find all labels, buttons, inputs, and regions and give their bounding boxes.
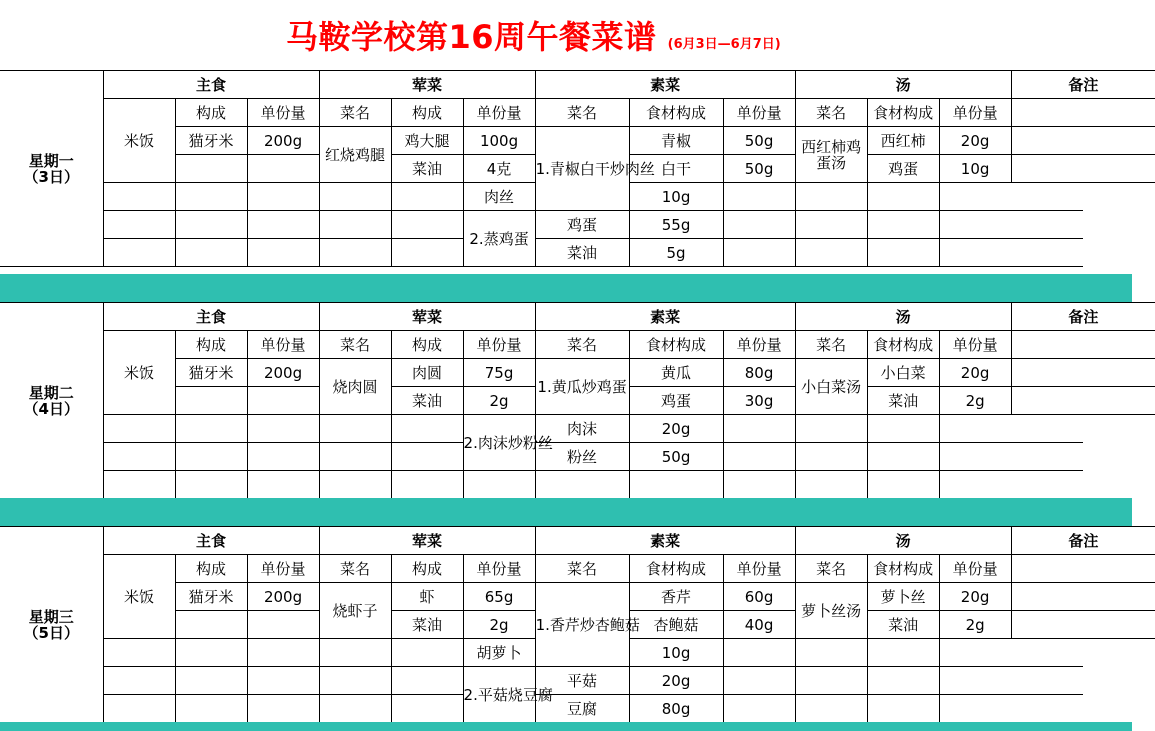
subheader-unit: 单份量: [463, 555, 535, 583]
table-cell: [175, 183, 247, 211]
table-row: [0, 695, 1155, 723]
veg-dish-name: 2.肉沫炒粉丝: [463, 415, 535, 471]
day-separator-band: [0, 498, 1132, 526]
subheader-ingredients: 食材构成: [629, 99, 723, 127]
subheader-unit: 单份量: [723, 555, 795, 583]
table-cell: [795, 639, 867, 667]
subheader-dish-name: 菜名: [319, 99, 391, 127]
table-cell: [103, 471, 175, 499]
meat-amount: 2g: [463, 611, 535, 639]
veg-ingredient: 香芹: [629, 583, 723, 611]
veg-ingredient: 平菇: [535, 667, 629, 695]
header-staple: 主食: [103, 71, 319, 99]
note-cell: [1011, 611, 1155, 639]
header-veg: 素菜: [535, 303, 795, 331]
table-cell: [391, 639, 463, 667]
table-cell: [795, 415, 867, 443]
table-cell: [795, 211, 867, 239]
header-veg: 素菜: [535, 527, 795, 555]
table-cell: [391, 415, 463, 443]
table-cell: [175, 239, 247, 267]
table-row: [0, 667, 1155, 695]
table-cell: [247, 639, 319, 667]
table-cell: [391, 183, 463, 211]
subheader-ingredients: 食材构成: [867, 555, 939, 583]
veg-amount: 10g: [629, 639, 723, 667]
note-cell: [939, 183, 1083, 211]
soup-amount: 20g: [939, 127, 1011, 155]
table-cell: [795, 239, 867, 267]
meat-dish-name: 烧肉圆: [319, 359, 391, 415]
table-cell: [723, 211, 795, 239]
subheader-composition: 构成: [175, 331, 247, 359]
veg-dish-name: 1.香芹炒杏鲍菇: [535, 583, 629, 667]
table-cell: [463, 471, 535, 499]
table-row: [0, 99, 1155, 127]
table-cell: [103, 415, 175, 443]
note-cell: [1011, 331, 1155, 359]
meat-ingredient: 菜油: [391, 387, 463, 415]
soup-ingredient: 小白菜: [867, 359, 939, 387]
table-cell: [247, 471, 319, 499]
table-cell: [391, 471, 463, 499]
veg-amount: 30g: [723, 387, 795, 415]
day-separator-band: [0, 274, 1132, 302]
table-cell: [103, 211, 175, 239]
subheader-dish-name: 菜名: [319, 331, 391, 359]
table-cell: [391, 695, 463, 723]
table-cell: [723, 695, 795, 723]
meat-dish-name: 烧虾子: [319, 583, 391, 639]
veg-ingredient: 胡萝卜: [463, 639, 535, 667]
subheader-composition: 构成: [391, 331, 463, 359]
table-cell: [103, 443, 175, 471]
table-cell: [175, 155, 247, 183]
title-main: 马鞍学校第16周午餐菜谱: [286, 18, 657, 56]
table-cell: [175, 387, 247, 415]
table-cell: [247, 415, 319, 443]
day-label: [0, 303, 103, 499]
veg-amount: 5g: [629, 239, 723, 267]
subheader-unit: 单份量: [247, 99, 319, 127]
table-cell: [103, 695, 175, 723]
day-date: （5日）: [23, 623, 79, 642]
veg-dish-name: 2.平菇烧豆腐: [463, 667, 535, 723]
table-cell: [723, 639, 795, 667]
note-cell: [939, 211, 1083, 239]
table-cell: [867, 695, 939, 723]
table-cell: [175, 611, 247, 639]
veg-amount: 10g: [629, 183, 723, 211]
veg-dish-name: 1.黄瓜炒鸡蛋: [535, 359, 629, 415]
subheader-ingredients: 食材构成: [629, 555, 723, 583]
veg-ingredient: 白干: [629, 155, 723, 183]
meat-ingredient: 菜油: [391, 611, 463, 639]
staple-name: 米饭: [103, 99, 175, 183]
header-note: 备注: [1011, 71, 1155, 99]
subheader-ingredients: 食材构成: [867, 331, 939, 359]
soup-ingredient: 萝卜丝: [867, 583, 939, 611]
table-cell: [319, 639, 391, 667]
table-cell: [103, 667, 175, 695]
veg-dish-name: 2.蒸鸡蛋: [463, 211, 535, 267]
note-cell: [1011, 127, 1155, 155]
table-cell: [319, 471, 391, 499]
table-cell: [319, 667, 391, 695]
table-cell: [319, 415, 391, 443]
note-cell: [939, 471, 1083, 499]
veg-amount: 80g: [629, 695, 723, 723]
table-cell: [535, 471, 629, 499]
soup-ingredient: 鸡蛋: [867, 155, 939, 183]
table-cell: [319, 695, 391, 723]
table-cell: [103, 183, 175, 211]
subheader-unit: 单份量: [723, 331, 795, 359]
veg-ingredient: 肉丝: [463, 183, 535, 211]
subheader-dish-name: 菜名: [319, 555, 391, 583]
staple-amount: 200g: [247, 359, 319, 387]
table-cell: [175, 695, 247, 723]
header-meat: 荤菜: [319, 527, 535, 555]
table-cell: [867, 415, 939, 443]
table-cell: [247, 695, 319, 723]
table-cell: [391, 667, 463, 695]
table-cell: [319, 443, 391, 471]
soup-amount: 20g: [939, 583, 1011, 611]
soup-dish-name: 西红柿鸡蛋汤: [795, 127, 867, 183]
table-cell: [867, 443, 939, 471]
veg-amount: 20g: [629, 667, 723, 695]
table-row: [0, 239, 1155, 267]
subheader-composition: 构成: [391, 555, 463, 583]
meat-amount: 100g: [463, 127, 535, 155]
veg-amount: 50g: [629, 443, 723, 471]
table-cell: [867, 471, 939, 499]
table-cell: [247, 239, 319, 267]
table-cell: [103, 639, 175, 667]
veg-ingredient: 黄瓜: [629, 359, 723, 387]
table-cell: [319, 183, 391, 211]
staple-name: 米饭: [103, 331, 175, 415]
header-meat: 荤菜: [319, 71, 535, 99]
header-staple: 主食: [103, 527, 319, 555]
day-name: 星期二: [28, 383, 74, 402]
table-cell: [319, 239, 391, 267]
staple-amount: 200g: [247, 583, 319, 611]
veg-ingredient: 青椒: [629, 127, 723, 155]
subheader-dish-name: 菜名: [795, 331, 867, 359]
header-staple: 主食: [103, 303, 319, 331]
veg-dish-name: 1.青椒白干炒肉丝: [535, 127, 629, 211]
table-row: [0, 211, 1155, 239]
subheader-unit: 单份量: [247, 331, 319, 359]
table-cell: [867, 639, 939, 667]
subheader-unit: 单份量: [939, 331, 1011, 359]
veg-ingredient: 粉丝: [535, 443, 629, 471]
table-cell: [247, 611, 319, 639]
table-cell: [867, 183, 939, 211]
soup-amount: 2g: [939, 387, 1011, 415]
veg-amount: 60g: [723, 583, 795, 611]
subheader-dish-name: 菜名: [535, 331, 629, 359]
note-cell: [939, 695, 1083, 723]
day-menu-table: [0, 302, 1155, 499]
table-cell: [795, 695, 867, 723]
subheader-ingredients: 食材构成: [629, 331, 723, 359]
subheader-unit: 单份量: [939, 555, 1011, 583]
header-soup: 汤: [795, 527, 1011, 555]
table-cell: [175, 667, 247, 695]
veg-ingredient: 肉沫: [535, 415, 629, 443]
table-cell: [175, 471, 247, 499]
table-cell: [723, 443, 795, 471]
table-cell: [867, 211, 939, 239]
header-note: 备注: [1011, 303, 1155, 331]
veg-amount: 55g: [629, 211, 723, 239]
note-cell: [1011, 155, 1155, 183]
meat-dish-name: 红烧鸡腿: [319, 127, 391, 183]
menu-title: [286, 12, 781, 62]
soup-ingredient: 菜油: [867, 387, 939, 415]
table-row: [0, 555, 1155, 583]
meat-amount: 2g: [463, 387, 535, 415]
subheader-dish-name: 菜名: [535, 555, 629, 583]
soup-amount: 2g: [939, 611, 1011, 639]
meat-amount: 75g: [463, 359, 535, 387]
table-cell: [723, 183, 795, 211]
table-cell: [795, 183, 867, 211]
table-row: [0, 71, 1155, 99]
day-date: （3日）: [23, 167, 79, 186]
veg-amount: 50g: [723, 155, 795, 183]
veg-amount: 50g: [723, 127, 795, 155]
veg-amount: 80g: [723, 359, 795, 387]
meat-ingredient: 菜油: [391, 155, 463, 183]
table-cell: [795, 471, 867, 499]
subheader-unit: 单份量: [463, 331, 535, 359]
table-cell: [175, 443, 247, 471]
table-cell: [319, 211, 391, 239]
day-menu-table: [0, 70, 1155, 267]
veg-amount: 20g: [629, 415, 723, 443]
soup-dish-name: 小白菜汤: [795, 359, 867, 415]
table-cell: [103, 239, 175, 267]
table-cell: [723, 239, 795, 267]
veg-ingredient: 杏鲍菇: [629, 611, 723, 639]
veg-ingredient: 鸡蛋: [629, 387, 723, 415]
note-cell: [939, 443, 1083, 471]
subheader-unit: 单份量: [939, 99, 1011, 127]
table-cell: [175, 639, 247, 667]
soup-dish-name: 萝卜丝汤: [795, 583, 867, 639]
table-cell: [391, 211, 463, 239]
table-cell: [175, 211, 247, 239]
note-cell: [1011, 583, 1155, 611]
subheader-unit: 单份量: [723, 99, 795, 127]
table-cell: [247, 667, 319, 695]
staple-component: 猫牙米: [175, 583, 247, 611]
table-cell: [247, 183, 319, 211]
table-cell: [247, 211, 319, 239]
day-name: 星期一: [28, 151, 74, 170]
subheader-dish-name: 菜名: [535, 99, 629, 127]
meat-ingredient: 肉圆: [391, 359, 463, 387]
day-name: 星期三: [28, 607, 74, 626]
subheader-unit: 单份量: [463, 99, 535, 127]
meat-amount: 4克: [463, 155, 535, 183]
subheader-unit: 单份量: [247, 555, 319, 583]
table-cell: [629, 471, 723, 499]
note-cell: [939, 639, 1083, 667]
staple-amount: 200g: [247, 127, 319, 155]
note-cell: [939, 667, 1083, 695]
subheader-ingredients: 食材构成: [867, 99, 939, 127]
table-row: [0, 303, 1155, 331]
table-cell: [723, 415, 795, 443]
table-cell: [247, 387, 319, 415]
soup-amount: 20g: [939, 359, 1011, 387]
table-cell: [175, 415, 247, 443]
soup-ingredient: 菜油: [867, 611, 939, 639]
table-row: [0, 331, 1155, 359]
table-cell: [795, 667, 867, 695]
header-soup: 汤: [795, 71, 1011, 99]
staple-name: 米饭: [103, 555, 175, 639]
header-veg: 素菜: [535, 71, 795, 99]
veg-ingredient: 鸡蛋: [535, 211, 629, 239]
header-meat: 荤菜: [319, 303, 535, 331]
meat-ingredient: 虾: [391, 583, 463, 611]
table-cell: [391, 443, 463, 471]
note-cell: [939, 239, 1083, 267]
table-row: [0, 527, 1155, 555]
table-cell: [723, 471, 795, 499]
meat-amount: 65g: [463, 583, 535, 611]
note-cell: [1011, 99, 1155, 127]
table-row: [0, 443, 1155, 471]
header-soup: 汤: [795, 303, 1011, 331]
note-cell: [1011, 555, 1155, 583]
table-cell: [867, 239, 939, 267]
table-cell: [247, 155, 319, 183]
title-date-range: (6月3日—6月7日): [667, 37, 781, 52]
day-menu-table: [0, 526, 1155, 723]
veg-ingredient: 菜油: [535, 239, 629, 267]
note-cell: [939, 415, 1083, 443]
meat-ingredient: 鸡大腿: [391, 127, 463, 155]
day-separator-band: [0, 722, 1132, 731]
table-cell: [795, 443, 867, 471]
day-label: [0, 527, 103, 723]
table-row: [0, 415, 1155, 443]
staple-component: 猫牙米: [175, 359, 247, 387]
veg-ingredient: 豆腐: [535, 695, 629, 723]
table-cell: [723, 667, 795, 695]
note-cell: [1011, 387, 1155, 415]
table-cell: [867, 667, 939, 695]
table-cell: [391, 239, 463, 267]
table-row: [0, 471, 1155, 499]
subheader-composition: 构成: [175, 555, 247, 583]
day-label: [0, 71, 103, 267]
table-cell: [247, 443, 319, 471]
veg-amount: 40g: [723, 611, 795, 639]
subheader-dish-name: 菜名: [795, 555, 867, 583]
subheader-dish-name: 菜名: [795, 99, 867, 127]
soup-amount: 10g: [939, 155, 1011, 183]
note-cell: [1011, 359, 1155, 387]
soup-ingredient: 西红柿: [867, 127, 939, 155]
staple-component: 猫牙米: [175, 127, 247, 155]
subheader-composition: 构成: [175, 99, 247, 127]
header-note: 备注: [1011, 527, 1155, 555]
subheader-composition: 构成: [391, 99, 463, 127]
day-date: （4日）: [23, 399, 79, 418]
